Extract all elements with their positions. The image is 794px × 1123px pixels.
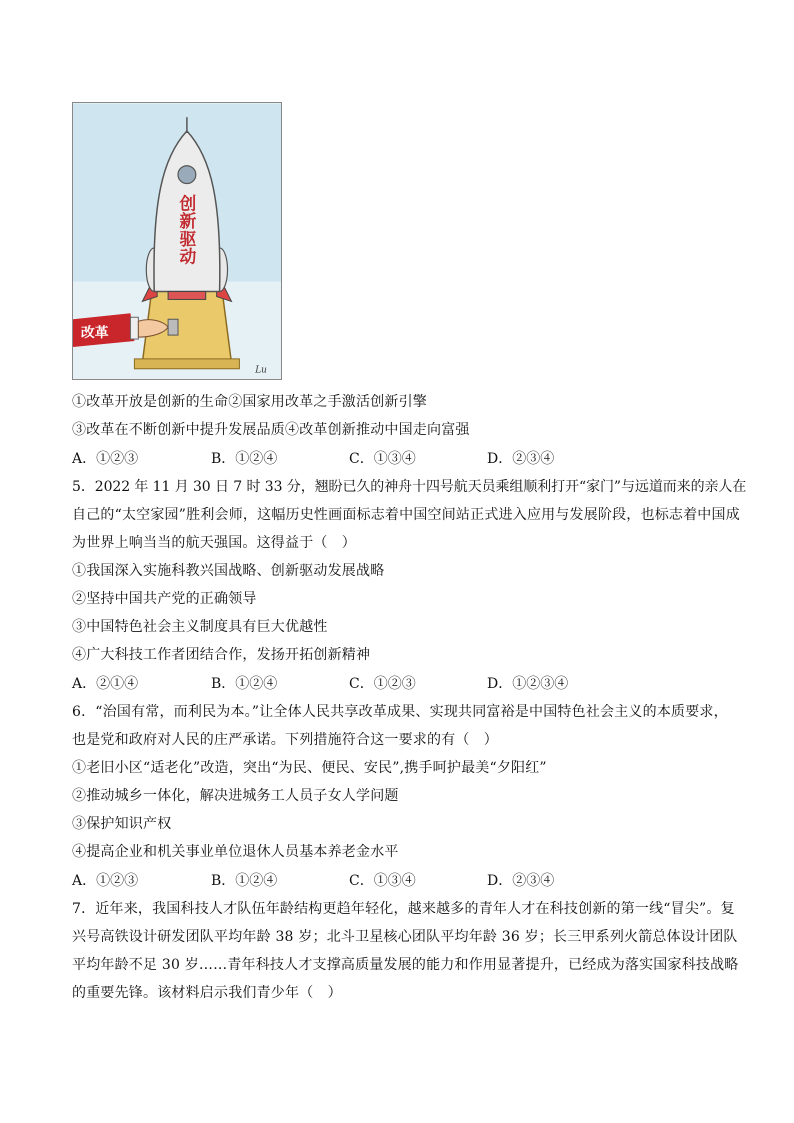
q6-statement-1: ①老旧小区“适老化”改造，突出“为民、便民、安民”,携手呵护最美“夕阳红” [72, 760, 547, 776]
q5-option-c[interactable]: C．①②③ [349, 676, 416, 692]
rocket-label: 创新驱动 [176, 194, 197, 266]
q6-option-d[interactable]: D．②③④ [487, 873, 555, 889]
q7-stem-line-1: 7．近年来，我国科技人才队伍年龄结构更趋年轻化，越来越多的青年人才在科技创新的第一线“冒尖”。复 [72, 901, 735, 917]
q6-statement-4: ④提高企业和机关事业单位退休人员基本养老金水平 [72, 844, 399, 860]
q6-stem-line-2: 也是党和政府对人民的庄严承诺。下列措施符合这一要求的有（ ） [72, 732, 498, 748]
q5-option-b[interactable]: B．①②④ [211, 676, 278, 692]
q6-option-c[interactable]: C．①③④ [349, 873, 416, 889]
q5-statement-2: ②坚持中国共产党的正确领导 [72, 591, 257, 607]
q6-option-a[interactable]: A．①②③ [72, 873, 139, 889]
cartoon-illustration [73, 103, 281, 379]
q6-option-b[interactable]: B．①②④ [211, 873, 278, 889]
reform-innovation-cartoon [72, 102, 282, 380]
q5-option-d[interactable]: D．①②③④ [487, 676, 569, 692]
q6-statement-3: ③保护知识产权 [72, 816, 172, 832]
q4-option-c[interactable]: C．①③④ [349, 451, 416, 467]
q5-option-a[interactable]: A．②①④ [72, 676, 139, 692]
q5-stem-line-3: 为世界上响当当的航天强国。这得益于（ ） [72, 535, 356, 551]
q6-statement-2: ②推动城乡一体化，解决进城务工人员子女人学问题 [72, 788, 399, 804]
artist-signature: Lu [255, 365, 267, 376]
q5-statement-4: ④广大科技工作者团结合作，发扬开拓创新精神 [72, 647, 371, 663]
sleeve-label: 改革 [80, 325, 109, 342]
q5-stem-line-2: 自己的“太空家园”胜利会师，这幅历史性画面标志着中国空间站正式进入应用与发展阶段，也标志着中国成 [72, 507, 740, 523]
q4-statement-2: ③改革在不断创新中提升发展品质④改革创新推动中国走向富强 [72, 422, 470, 438]
q7-stem-line-4: 的重要先锋。该材料启示我们青少年（ ） [72, 985, 342, 1001]
q6-stem-line-1: 6．“治国有常，而利民为本。”让全体人民共享改革成果、实现共同富裕是中国特色社会主义的本质要求， [72, 704, 728, 720]
q5-statement-1: ①我国深入实施科教兴国战略、创新驱动发展战略 [72, 563, 385, 579]
q7-stem-line-2: 兴号高铁设计研发团队平均年龄 38 岁；北斗卫星核心团队平均年龄 36 岁；长三甲系列火箭总体设计团队 [72, 929, 738, 945]
q4-option-b[interactable]: B．①②④ [211, 451, 278, 467]
q5-stem-line-1: 5．2022 年 11 月 30 日 7 时 33 分，翘盼已久的神舟十四号航天员乘组顺利打开“家门”与远道而来的亲人在 [72, 479, 747, 495]
q7-stem-line-3: 平均年龄不足 30 岁……青年科技人才支撑高质量发展的能力和作用显著提升，已经成为落实国家科技战略 [72, 957, 739, 973]
q4-statement-1: ①改革开放是创新的生命②国家用改革之手激活创新引擎 [72, 394, 427, 410]
q4-option-a[interactable]: A．①②③ [72, 451, 139, 467]
q5-statement-3: ③中国特色社会主义制度具有巨大优越性 [72, 619, 328, 635]
q4-option-d[interactable]: D．②③④ [487, 451, 555, 467]
